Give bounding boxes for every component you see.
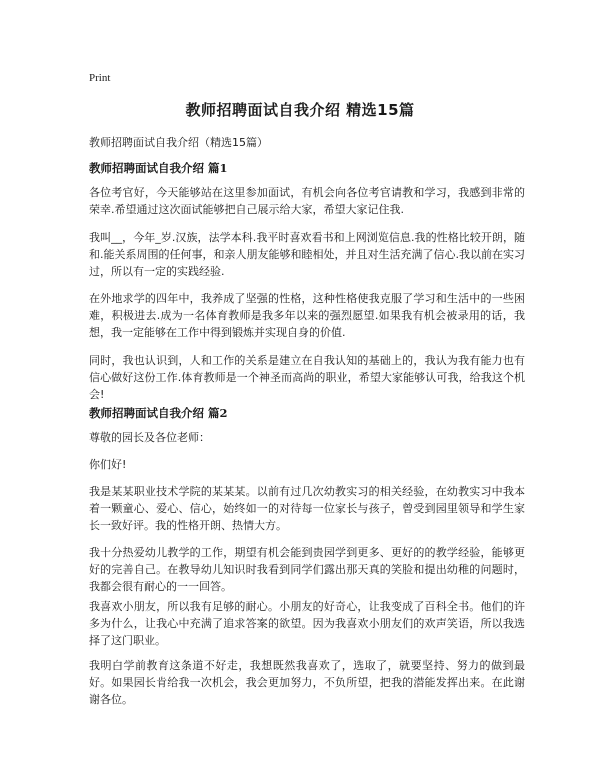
paragraph: 我十分热爱幼儿教学的工作，期望有机会能到贵园学到更多、更好的的教学经验，能够更好的完善自己。在教导幼儿知识时我看到同学们露出那天真的笑脸和提出幼稚的问题时，我都会很有耐心的一一回答。 — [89, 546, 525, 593]
paragraph: 在外地求学的四年中，我养成了坚强的性格，这种性格使我克服了学习和生活中的一些困难，积极进去.成为一名体育教师是我多年以来的强烈愿望.如果我有机会被录用的话，我想，我一定能够在工作中得到锻炼并实现自身的价值. — [89, 292, 525, 339]
paragraph: 各位考官好，今天能够站在这里参加面试，有机会向各位考官请教和学习，我感到非常的荣幸.希望通过这次面试能够把自己展示给大家，希望大家记住我. — [89, 186, 525, 216]
paragraph: 尊敬的园长及各位老师： — [89, 431, 210, 444]
document-subtitle: 教师招聘面试自我介绍（精选15篇） — [89, 136, 268, 149]
section-heading-1: 教师招聘面试自我介绍 篇1 — [89, 161, 228, 175]
paragraph: 你们好! — [89, 458, 127, 471]
paragraph: 我叫__，今年_岁.汉族，法学本科.我平时喜欢看书和上网浏览信息.我的性格比较开朗，随和.能关系周围的任何事，和亲人朋友能够和睦相处，并且对生活充满了信心.我以前在实习过，所以有一定的实践经验. — [89, 231, 525, 278]
paragraph: 我明白学前教育这条道不好走，我想既然我喜欢了，选取了，就要坚持、努力的做到最好。如果园长肯给我一次机会，我会更加努力，不负所望，把我的潜能发挥出来。在此谢谢各位。 — [89, 659, 525, 706]
document-title: 教师招聘面试自我介绍 精选15篇 — [185, 101, 415, 119]
section-heading-2: 教师招聘面试自我介绍 篇2 — [89, 406, 228, 420]
print-label[interactable]: Print — [89, 72, 111, 84]
paragraph: 同时，我也认识到，人和工作的关系是建立在自我认知的基础上的，我认为我有能力也有信心做好这份工作.体育教师是一个神圣而高尚的职业，希望大家能够认可我，给我这个机会! — [89, 354, 525, 401]
paragraph: 我喜欢小朋友，所以我有足够的耐心。小朋友的好奇心，让我变成了百科全书。他们的许多为什么，让我心中充满了追求答案的欲望。因为我喜欢小朋友们的欢声笑语，所以我选择了这门职业。 — [89, 600, 525, 647]
paragraph: 我是某某职业技术学院的某某某。以前有过几次幼教实习的相关经验，在幼教实习中我本着一颗童心、爱心、信心，始终如一的对待每一位家长与孩子，曾受到园里领导和学生家长一致好评。我的性格开朗、热情大方。 — [89, 485, 525, 532]
